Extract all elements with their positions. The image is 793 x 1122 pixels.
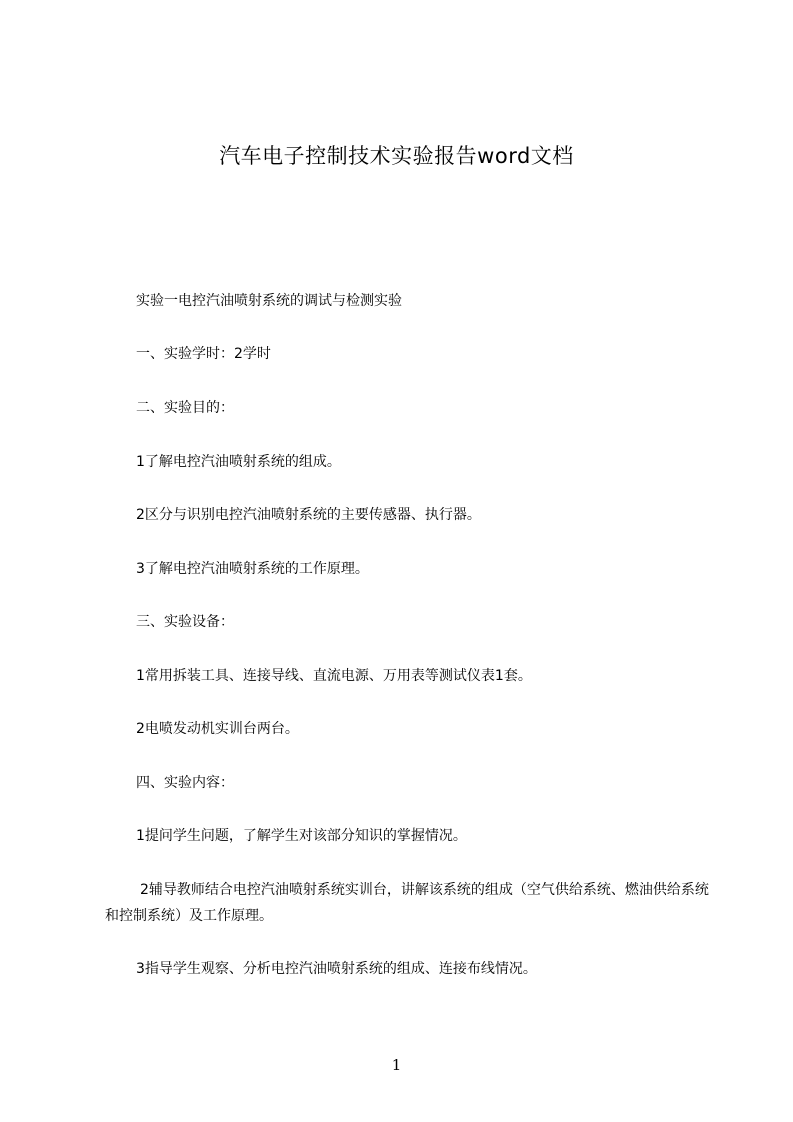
paragraph-content-2: 2辅导教师结合电控汽油喷射系统实训台，讲解该系统的组成（空气供给系统、燃油供给系统和控制系统）及工作原理。: [105, 882, 709, 924]
paragraph-purpose-3: 3了解电控汽油喷射系统的工作原理。: [136, 561, 369, 577]
page-number: 1: [391, 1056, 402, 1074]
paragraph-purpose-2: 2区分与识别电控汽油喷射系统的主要传感器、执行器。: [136, 507, 481, 523]
paragraph-experiment-heading: 实验一电控汽油喷射系统的调试与检测实验: [136, 293, 402, 309]
paragraph-equipment-1: 1常用拆装工具、连接导线、直流电源、万用表等测试仪表1套。: [136, 668, 532, 684]
paragraph-hours: 一、实验学时：2学时: [136, 346, 271, 362]
paragraph-content-1: 1提问学生问题，了解学生对该部分知识的掌握情况。: [136, 828, 467, 844]
document-title: 汽车电子控制技术实验报告word文档: [219, 144, 574, 168]
paragraph-content-heading: 四、实验内容：: [136, 775, 234, 791]
paragraph-purpose-heading: 二、实验目的：: [136, 400, 234, 416]
paragraph-purpose-1: 1了解电控汽油喷射系统的组成。: [136, 454, 341, 470]
paragraph-equipment-2: 2电喷发动机实训台两台。: [136, 721, 299, 737]
paragraph-equipment-heading: 三、实验设备：: [136, 614, 234, 630]
paragraph-content-3: 3指导学生观察、分析电控汽油喷射系统的组成、连接布线情况。: [136, 961, 537, 977]
